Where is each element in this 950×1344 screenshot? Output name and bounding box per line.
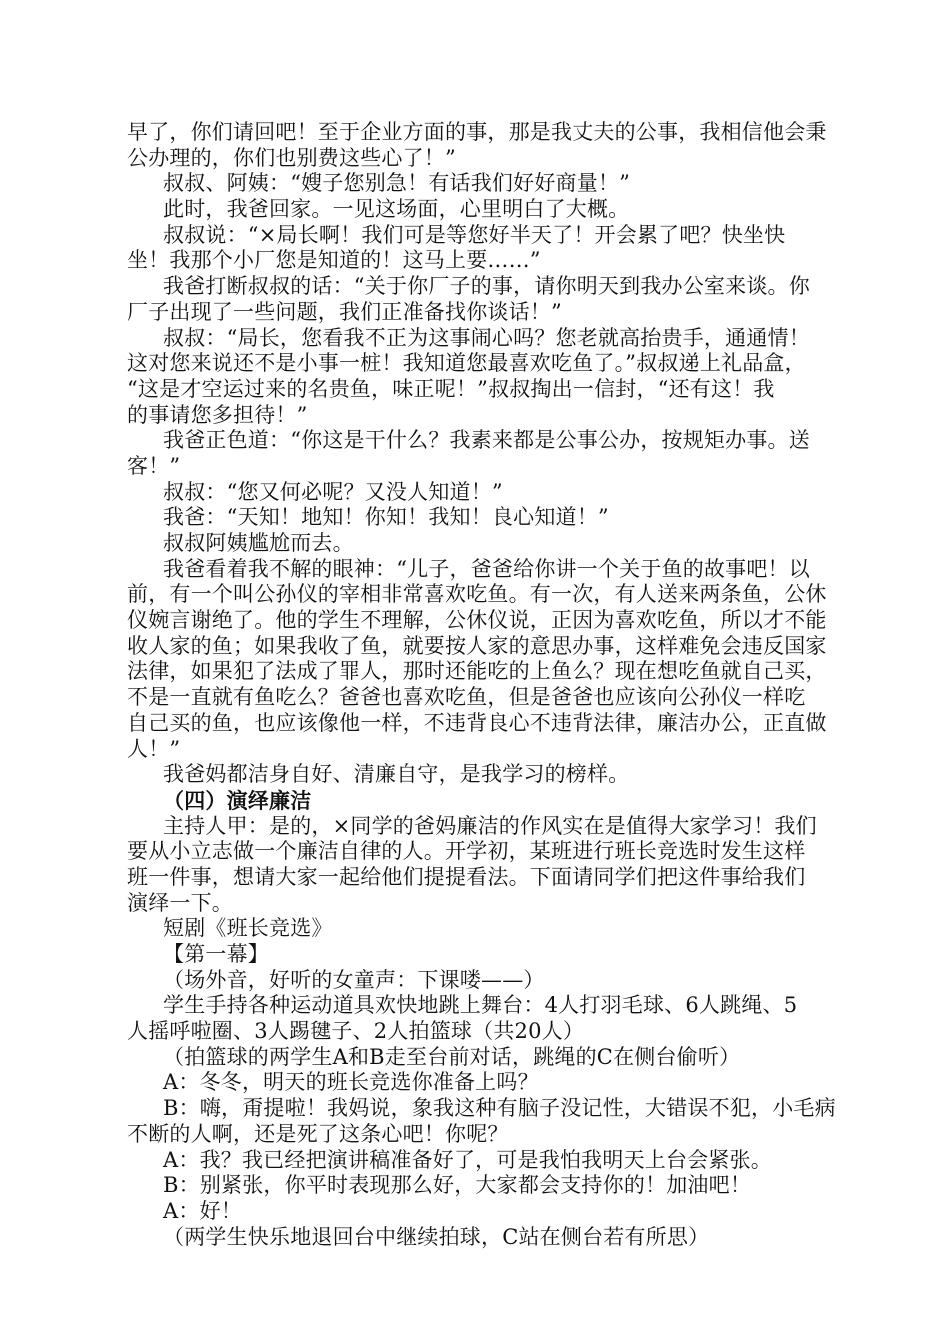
text-line: 演绎一下。: [127, 890, 233, 915]
text-line: 早了，你们请回吧！至于企业方面的事，那是我丈夫的公事，我相信他会秉: [127, 120, 827, 144]
text-line: 叔叔：“局长，您看我不正为这事闹心吗？您老就高抬贵手，通通情！: [163, 325, 810, 350]
text-line: A：好！: [163, 1198, 242, 1223]
text-line: 【第一幕】: [163, 942, 269, 966]
text-line: 仪婉言谢绝了。他的学生不理解，公休仪说，正因为喜欢吃鱼，所以才不能: [127, 608, 827, 633]
text-line: A：冬冬，明天的班长竞选你准备上吗？: [163, 1070, 539, 1095]
text-line: “这是才空运过来的名贵鱼，味正呢！”叔叔掏出一信封，“还有这！我: [127, 376, 775, 401]
text-line: 不断的人啊，还是死了这条心吧！你呢？: [127, 1121, 509, 1146]
text-line: 我爸打断叔叔的话：“关于你厂子的事，请你明天到我办公室来谈。你: [163, 274, 810, 299]
text-line: 叔叔说：“×局长啊！我们可是等您好半天了！开会累了吧？快坐快: [163, 222, 786, 247]
text-line: （场外音，好听的女童声：下课喽——）: [163, 967, 545, 992]
text-line: B：别紧张，你平时表现那么好，大家都会支持你的！加油吧！: [163, 1173, 752, 1198]
text-line: 公办理的，你们也别费这些心了！”: [127, 145, 456, 170]
text-line: 叔叔、阿姨：“嫂子您别急！有话我们好好商量！”: [163, 171, 631, 196]
text-line: 这对您来说还不是小事一桩！我知道您最喜欢吃鱼了。”叔叔递上礼品盒，: [127, 351, 806, 376]
text-line: （两学生快乐地退回台中继续拍球，C站在侧台若有所思）: [163, 1224, 710, 1249]
text-line: （拍篮球的两学生A和B走至台前对话，跳绳的C在侧台偷听）: [163, 1044, 741, 1069]
text-line: 人！”: [127, 736, 181, 761]
text-line: 主持人甲：是的，×同学的爸妈廉洁的作风实在是值得大家学习！我们: [163, 813, 817, 838]
text-line: 自己买的鱼，也应该像他一样，不违背良心不违背法律，廉洁办公，正直做: [127, 710, 827, 735]
text-line: 收人家的鱼；如果我收了鱼，就要按人家的意思办事，这样难免会违反国家: [127, 633, 827, 658]
section-heading: （四）演绎廉洁: [163, 787, 312, 813]
document-body: [127, 120, 847, 1250]
text-line: 我爸：“天知！地知！你知！我知！良心知道！”: [163, 505, 609, 530]
text-line: A：我？我已经把演讲稿准备好了，可是我怕我明天上台会紧张。: [163, 1147, 772, 1172]
text-line: 坐！我那个小厂您是知道的！这马上要……”: [127, 248, 541, 273]
text-line: 厂子出现了一些问题，我们正准备找你谈话！”: [127, 299, 562, 324]
text-line: 班一件事，想请大家一起给他们提提看法。下面请同学们把这件事给我们: [127, 864, 806, 889]
text-line: 叔叔：“您又何必呢？又没人知道！”: [163, 479, 503, 504]
text-line: 前，有一个叫公孙仪的宰相非常喜欢吃鱼。有一次，有人送来两条鱼，公休: [127, 582, 827, 607]
text-line: 短剧《班长竞选》: [163, 916, 333, 941]
text-line: 不是一直就有鱼吃么？爸爸也喜欢吃鱼，但是爸爸也应该向公孙仪一样吃: [127, 685, 806, 710]
text-line: 人摇呼啦圈、3人踢毽子、2人拍篮球（共20人）: [127, 1019, 585, 1044]
text-line: 要从小立志做一个廉洁自律的人。开学初，某班进行班长竞选时发生这样: [127, 839, 806, 864]
text-line: B：嗨，甭提啦！我妈说，象我这种有脑子没记性，大错误不犯，小毛病: [163, 1096, 836, 1121]
text-line: 我爸看着我不解的眼神：“儿子，爸爸给你讲一个关于鱼的故事吧！以: [163, 556, 810, 581]
text-line: 我爸正色道：“你这是干什么？我素来都是公事公办，按规矩办事。送: [163, 428, 810, 453]
text-line: 此时，我爸回家。一见这场面，心里明白了大概。: [163, 197, 630, 222]
text-line: 的事请您多担待！”: [127, 402, 308, 427]
text-line: 客！”: [127, 453, 181, 478]
text-line: 我爸妈都洁身自好、清廉自守，是我学习的榜样。: [163, 762, 630, 787]
text-line: 法律，如果犯了法成了罪人，那时还能吃的上鱼么？现在想吃鱼就自己买，: [127, 659, 827, 684]
text-line: 学生手持各种运动道具欢快地跳上舞台：4人打羽毛球、6人跳绳、5: [163, 993, 798, 1018]
text-line: 叔叔阿姨尴尬而去。: [163, 531, 354, 555]
